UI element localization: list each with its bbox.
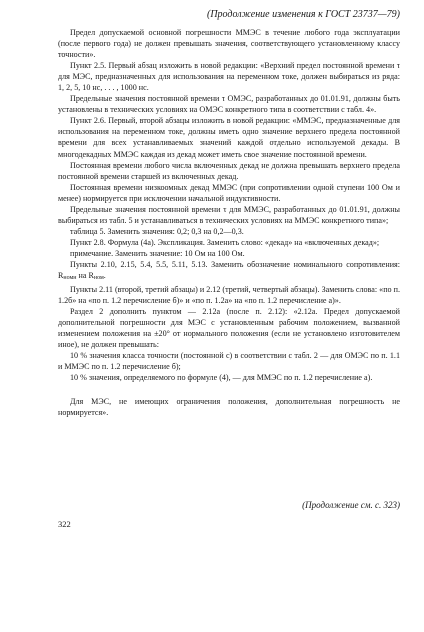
paragraph: Предел допускаемой основной погрешности ММЭС в течение любого года эксплуатации (после первого года) не должен превышать значения, соответствующего установленному классу точности». bbox=[58, 28, 400, 60]
paragraph: Пункты 2.11 (второй, третий абзацы) и 2.12 (третий, четвертый абзацы). Заменить слова: «по п. 1.2б» на «по п. 1.2 перечисление б)» и «по п. 1.2а» на «по п. 1.2 перечисление а)». bbox=[58, 285, 400, 306]
page-header: (Продолжение изменения к ГОСТ 23737—79) bbox=[207, 9, 400, 20]
paragraph: Для МЭС, не имеющих ограничения положения, дополнительная погрешность не нормируется». bbox=[58, 396, 400, 417]
paragraph-text: Пункты 2.10, 2.15, 5.4, 5.5, 5.11, 5.13. Заменить обозначение номинального сопротивления: R bbox=[58, 259, 400, 281]
paragraph: Пункт 2.6. Первый, второй абзацы изложить в новой редакции: «ММЭС, предназначенные для использования на переменном токе, должны иметь одно значение верхнего предела постоянной времени для всех устанавливаемых значений каждой отдельно используемой декады. В многодекадных ММЭС каждая из декад может иметь свое значение постоянной времени. bbox=[58, 116, 400, 159]
paragraph: Предельные значения постоянной времени τ для ММЭС, разработанных до 01.01.91, должны выбираться из табл. 5 и устанавливаться в технических условиях на ММЭС конкретного типа»; bbox=[58, 204, 400, 225]
page-number: 322 bbox=[58, 519, 71, 529]
paragraph: Раздел 2 дополнить пунктом — 2.12а (после п. 2.12): «2.12а. Предел допускаемой дополнительной погрешности для МЭС с установленным рабочим положением, вызванной изменением положения на ±20° от нормального положения (если не установлено изготовителем иное), не должен превышать: bbox=[58, 307, 400, 350]
paragraph: Пункт 2.8. Формула (4а). Экспликация. Заменить слово: «декад» на «включенных декад»; bbox=[70, 237, 380, 247]
paragraph: Постоянная времени низкоомных декад ММЭС (при сопротивлении одной ступени 100 Ом и менее) нормируется при исключении начальной индуктивности. bbox=[58, 182, 400, 203]
document-body bbox=[58, 27, 400, 418]
paragraph: Постоянная времени любого числа включенных декад не должна превышать верхнего предела постоянной времени старшей из включенных декад. bbox=[58, 160, 400, 181]
paragraph: примечание. Заменить значение: 10 Ом на 100 Ом. bbox=[70, 248, 245, 258]
continuation-note: (Продолжение см. с. 323) bbox=[302, 500, 400, 510]
separator-text: на R bbox=[76, 271, 94, 281]
paragraph: таблица 5. Заменить значения: 0,2; 0,3 на 0,2—0,3. bbox=[70, 226, 244, 236]
paragraph: Пункт 2.5. Первый абзац изложить в новой редакции: «Верхний предел постоянной времени τ для МЭС, предназначенных для использования на переменном токе, должен выбираться из ряда: 1, 2, 5, 10 нс, . . . , 1000 нс. bbox=[58, 61, 400, 93]
paragraph: 10 % значения класса точности (постоянной c) в соответствии с табл. 2 — для ОМЭС по п. 1.1 и ММЭС по п. 1.2 перечисление б); bbox=[58, 351, 400, 372]
paragraph: Предельные значения постоянной времени τ ОМЭС, разработанных до 01.01.91, должны быть установлены в технических условиях на ОМЭС конкретного типа в соответствии с табл. 4». bbox=[58, 94, 400, 115]
paragraph-nominal-resistance bbox=[58, 259, 400, 284]
subscript-old: номн bbox=[63, 275, 77, 282]
paragraph: 10 % значения, определяемого по формуле (4), — для ММЭС по п. 1.2 перечисление а). bbox=[70, 373, 373, 383]
end-text: . bbox=[103, 271, 106, 281]
subscript-new: ном bbox=[93, 275, 104, 282]
